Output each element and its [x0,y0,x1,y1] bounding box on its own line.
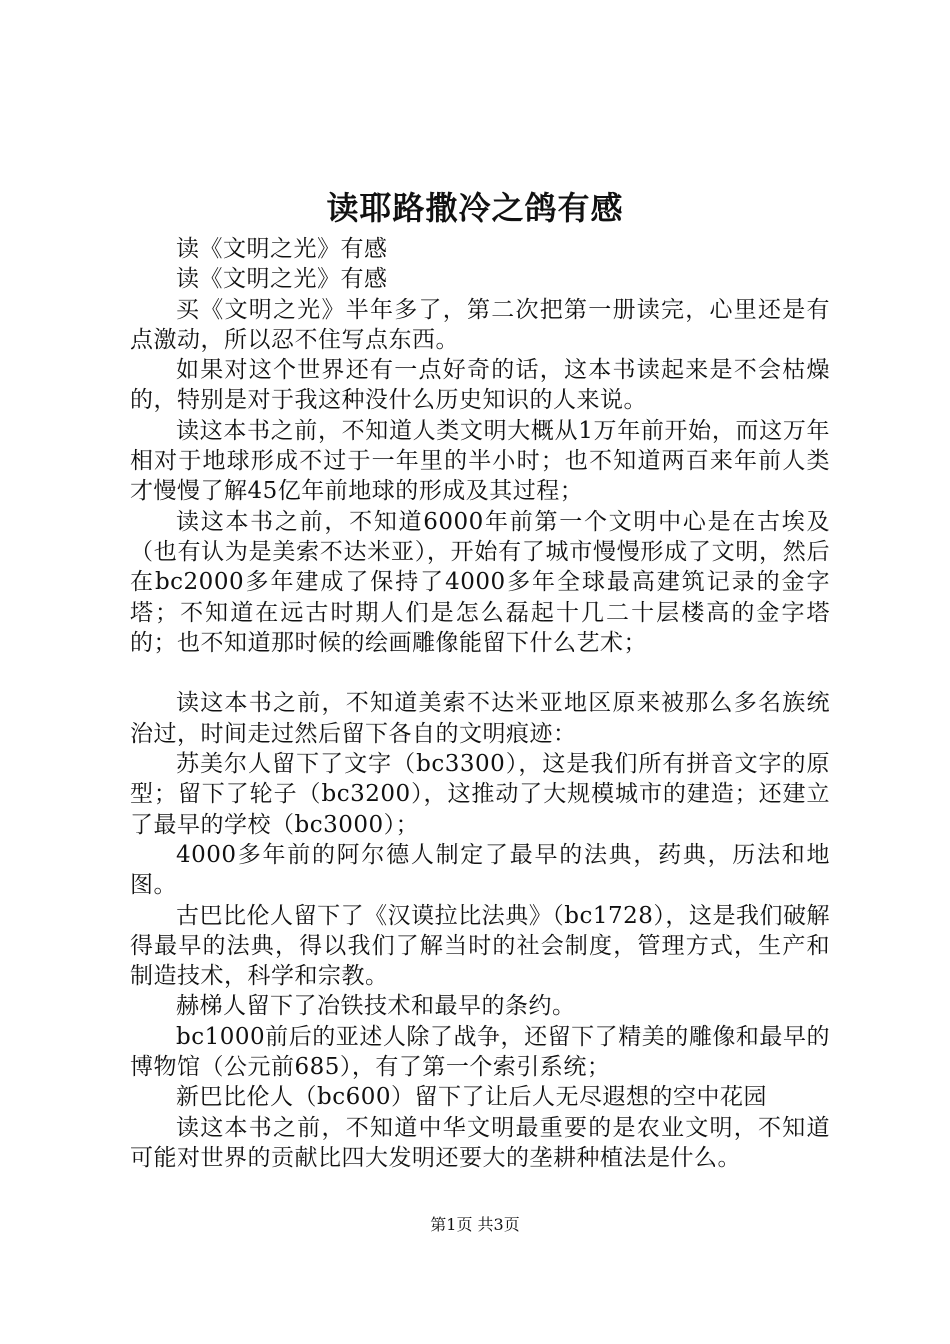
paragraph: 读这本书之前，不知道6000年前第一个文明中心是在古埃及（也有认为是美索不达米亚），开始有了城市慢慢形成了文明，然后在bc2000多年建成了保持了4000多年全球最高建筑记录的金字塔；不知道在远古时期人们是怎么磊起十几二十层楼高的金字塔的；也不知道那时候的绘画雕像能留下什么艺术； [130,508,830,656]
paragraph: 4000多年前的阿尔德人制定了最早的法典，药典，历法和地图。 [130,841,830,899]
document-body [130,234,830,1173]
document-title: 读耶路撒冷之鸽有感 [326,189,624,227]
page-number-footer: 第1页 共3页 [430,1215,520,1234]
paragraph: 读这本书之前，不知道美索不达米亚地区原来被那么多名族统治过，时间走过然后留下各自的文明痕迹： [130,690,830,747]
paragraph: 读《文明之光》有感 [176,236,388,262]
paragraph: 赫梯人留下了冶铁技术和最早的条约。 [176,993,576,1020]
paragraph: 读这本书之前，不知道中华文明最重要的是农业文明，不知道可能对世界的贡献比四大发明还要大的垄耕种植法是什么。 [130,1114,830,1171]
paragraph: 读这本书之前，不知道人类文明大概从1万年前开始，而这万年相对于地球形成不过于一年里的半小时；也不知道两百来年前人类才慢慢了解45亿年前地球的形成及其过程； [130,417,830,505]
paragraph: 古巴比伦人留下了《汉谟拉比法典》（bc1728），这是我们破解得最早的法典，得以我们了解当时的社会制度，管理方式，生产和制造技术，科学和宗教。 [130,902,830,990]
paragraph-gap [130,658,830,688]
paragraph: 如果对这个世界还有一点好奇的话，这本书读起来是不会枯燥的，特别是对于我这种没什么历史知识的人来说。 [130,357,830,414]
paragraph: bc1000前后的亚述人除了战争，还留下了精美的雕像和最早的博物馆（公元前685），有了第一个索引系统； [130,1023,830,1081]
paragraph: 买《文明之光》半年多了，第二次把第一册读完，心里还是有点激动，所以忍不住写点东西。 [130,296,830,353]
paragraph: 苏美尔人留下了文字（bc3300），这是我们所有拼音文字的原型；留下了轮子（bc3200），这推动了大规模城市的建造；还建立了最早的学校（bc3000）； [130,751,830,838]
paragraph: 读《文明之光》有感 [176,266,388,293]
paragraph: 新巴比伦人（bc600）留下了让后人无尽遐想的空中花园 [176,1084,768,1111]
